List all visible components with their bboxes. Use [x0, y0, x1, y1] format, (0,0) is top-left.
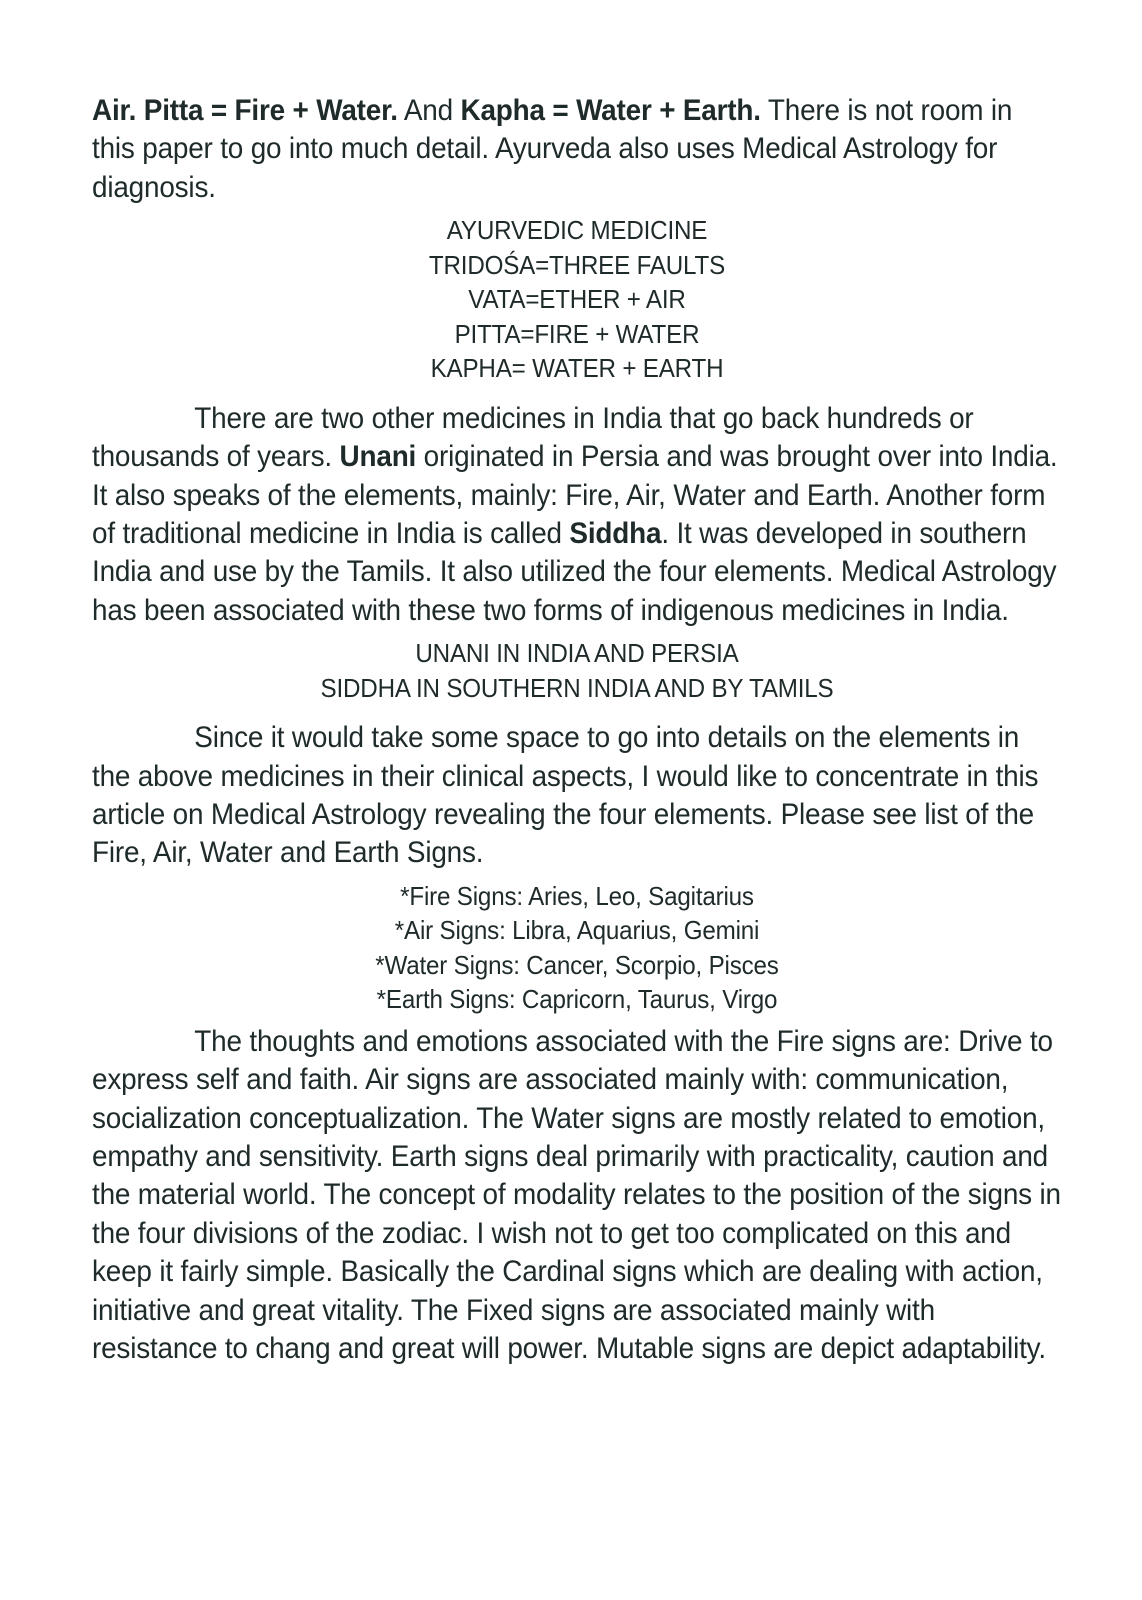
unani-term: Unani: [339, 440, 417, 474]
document-page: [92, 92, 1062, 1368]
paragraph-1-bold-2: Kapha = Water + Earth.: [460, 94, 761, 127]
paragraph-2-text-3: . It was developed in southern India and use by the Tamils. It also utilized the four elements. Medical Astrology has been associated with these two forms of indigenous medicines in India.: [92, 516, 1057, 627]
unani-siddha-block: [126, 636, 1028, 705]
ayurvedic-line: TRIDOŚA=THREE FAULTS: [428, 249, 726, 280]
paragraph-1-bold-1: Air. Pitta = Fire + Water.: [92, 94, 398, 127]
ayurvedic-line: AYURVEDIC MEDICINE: [446, 215, 708, 246]
paragraph-1-text-1: And: [397, 94, 461, 127]
water-signs-line: *Water Signs: Cancer, Scorpio, Pisces: [375, 949, 779, 980]
air-signs-line: *Air Signs: Libra, Aquarius, Gemini: [394, 915, 760, 946]
paragraph-2: [92, 400, 1062, 630]
paragraph-1-text-2: There is not room in this paper to go into much detail. Ayurveda also uses Medical Astrology for diagnosis.: [92, 94, 1013, 204]
ayurvedic-line: VATA=ETHER + AIR: [468, 284, 686, 315]
paragraph-1: [92, 92, 1062, 207]
paragraph-2-text-2: originated in Persia and was brought over into India. It also speaks of the elements, mainly: Fire, Air, Water and Earth. Another form of traditional medicine in India is called: [92, 440, 1058, 550]
signs-block: [126, 879, 1028, 1017]
paragraph-2-text-1: There are two other medicines in India that go back hundreds or thousands of years.: [92, 401, 974, 474]
ayurvedic-line: PITTA=FIRE + WATER: [454, 318, 700, 349]
ayurvedic-medicine-block: [126, 213, 1028, 386]
earth-signs-line: *Earth Signs: Capricorn, Taurus, Virgo: [376, 984, 778, 1015]
ayurvedic-line: KAPHA= WATER + EARTH: [430, 353, 724, 384]
paragraph-4: The thoughts and emotions associated with the Fire signs are: Drive to express self and faith. Air signs are associated mainly with: communication, socialization conceptualization. The Water signs are mostly related to emotion, empathy and sensitivity. Earth signs deal primarily with practicality, caution and the material world. The concept of modality relates to the position of the signs in the four divisions of the zodiac. I wish not to get too complicated on this and keep it fairly simple. Basically the Cardinal signs which are dealing with action, initiative and great vitality. The Fixed signs are associated mainly with resistance to chang and great will power. Mutable signs are depict adaptability.: [92, 1024, 1061, 1366]
siddha-line: SIDDHA IN SOUTHERN INDIA AND BY TAMILS: [320, 672, 834, 703]
unani-line: UNANI IN INDIA AND PERSIA: [415, 638, 739, 669]
siddha-term: Siddha: [569, 516, 662, 550]
fire-signs-line: *Fire Signs: Aries, Leo, Sagitarius: [400, 880, 754, 911]
paragraph-3: Since it would take some space to go into details on the elements in the above medicines in their clinical aspects, I would like to concentrate in this article on Medical Astrology revealing the four elements. Please see list of the Fire, Air, Water and Earth Signs.: [92, 721, 1039, 870]
